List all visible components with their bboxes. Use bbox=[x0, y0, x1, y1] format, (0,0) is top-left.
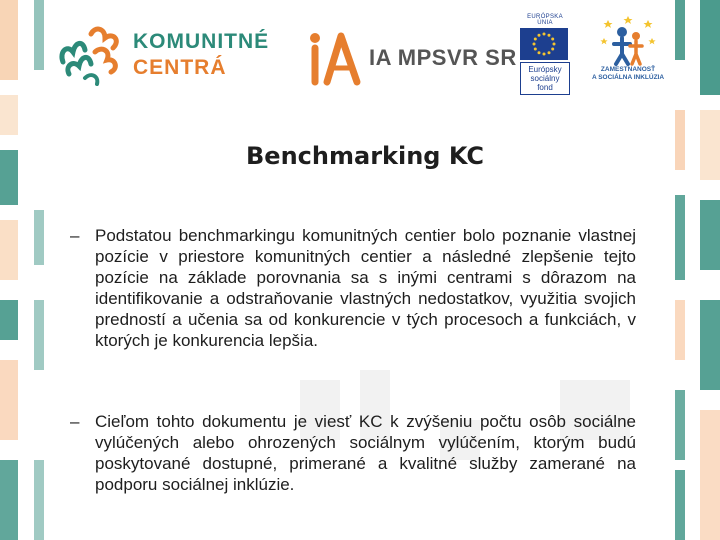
decor-stripe bbox=[675, 300, 685, 360]
bullet-marker: – bbox=[70, 226, 80, 245]
decor-stripe bbox=[34, 0, 44, 70]
bullet-marker: – bbox=[70, 412, 80, 431]
decor-stripe bbox=[0, 360, 18, 440]
decor-stripe bbox=[0, 220, 18, 280]
logo-ia-text: IA MPSVR SR bbox=[369, 45, 517, 70]
decor-stripe bbox=[34, 300, 44, 370]
logo-eu-top-text: EURÓPSKA ÚNIA bbox=[527, 14, 563, 26]
decor-stripe bbox=[0, 300, 18, 340]
logo-kc-line2: CENTRÁ bbox=[133, 56, 227, 79]
decor-stripe bbox=[675, 390, 685, 460]
logo-eu-esf bbox=[520, 14, 570, 95]
logo-kc-text bbox=[133, 29, 269, 81]
decor-stripe bbox=[0, 0, 18, 80]
decor-stripe bbox=[0, 95, 18, 135]
decor-stripe bbox=[675, 470, 685, 540]
logo-kc-line1: KOMUNITNÉ bbox=[133, 30, 270, 53]
logo-zamestnanost bbox=[590, 14, 666, 81]
decor-stripe bbox=[700, 300, 720, 390]
decor-stripe bbox=[675, 110, 685, 170]
bullet-text: Cieľom tohto dokumentu je viesť KC k zvýšeniu počtu osôb sociálne vylúčených alebo ohrozených sociálnym vylúčením, ktorým budú poskytované dostupné, primerané a kvalitné služby zamerané na podporu sociálnej inklúzie. bbox=[95, 412, 636, 494]
decor-stripe bbox=[700, 110, 720, 180]
hands-logo-icon bbox=[55, 22, 125, 88]
slide-title: Benchmarking KC bbox=[246, 142, 484, 170]
decor-stripe bbox=[34, 460, 44, 540]
decor-stripe bbox=[34, 210, 44, 265]
decor-stripe bbox=[0, 150, 18, 205]
logo-eu-label: Európsky sociálny fond bbox=[520, 62, 570, 95]
bullet-item bbox=[70, 411, 636, 495]
eu-flag-icon bbox=[520, 28, 568, 60]
logo-komunitne-centra bbox=[55, 22, 269, 88]
logo-zsi-line1: ZAMESTNANOSŤ bbox=[600, 66, 656, 73]
logo-ia-mpsvr bbox=[305, 28, 517, 88]
decor-stripe bbox=[675, 195, 685, 280]
decor-stripe bbox=[675, 0, 685, 60]
decor-stripe bbox=[700, 410, 720, 540]
bullet-text: Podstatou benchmarkingu komunitných centier bolo poznanie vlastnej pozície v priestore komunitných centier a následné zlepšenie tejto pozície na základe porovnania sa s inými centrami s dôrazom na identifikovanie a odstraňovanie vlastných nedostatkov, využitia svojich predností a učenia sa od konkurencie v tých procesoch a funkciách, v ktorých je konkurencia lepšia. bbox=[95, 226, 636, 350]
decor-stripe bbox=[700, 0, 720, 95]
decor-stripe bbox=[0, 460, 18, 540]
bullet-item bbox=[70, 225, 636, 351]
decor-stripe bbox=[700, 200, 720, 270]
ia-logo-icon bbox=[305, 28, 363, 88]
people-stars-icon bbox=[598, 14, 658, 66]
logo-zsi-line2: A SOCIÁLNA INKLÚZIA bbox=[591, 73, 665, 81]
